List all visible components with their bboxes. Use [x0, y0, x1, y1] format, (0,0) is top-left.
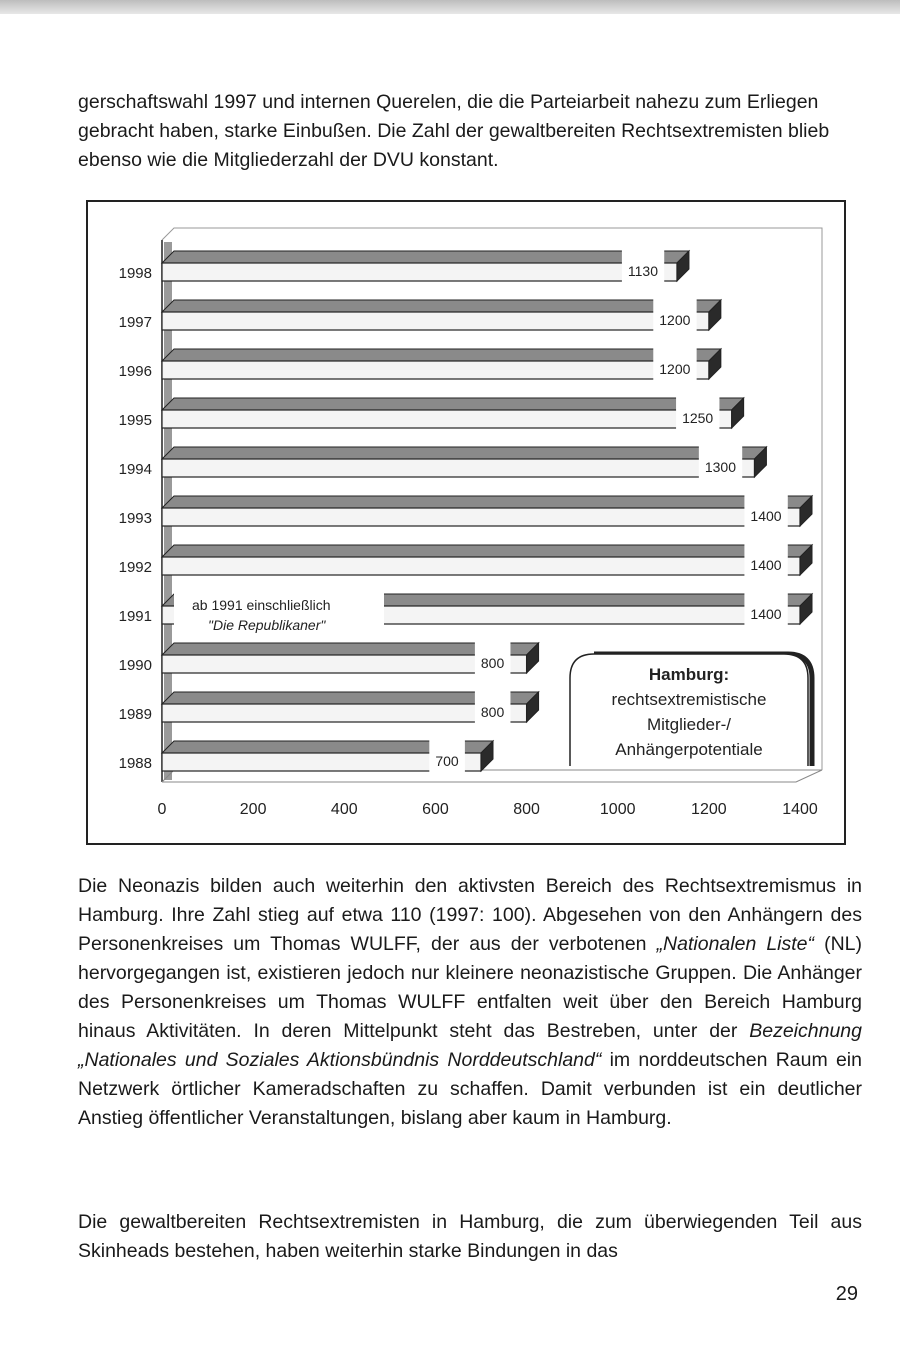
bar-1998: [162, 263, 677, 281]
chart-title-line-4: Anhängerpotentiale: [615, 740, 763, 759]
category-label-1998: 1998: [118, 265, 152, 282]
data-label-1998: 1130: [627, 263, 659, 279]
page-number: 29: [835, 1283, 858, 1305]
category-label-1994: 1994: [118, 461, 152, 478]
nationale-liste-name: „Nationalen Liste“: [656, 933, 815, 955]
bar-top-1995: [162, 398, 744, 410]
bar-top-1997: [162, 300, 721, 312]
x-tick-label-1000: 1000: [599, 801, 636, 818]
x-tick-label-600: 600: [422, 801, 449, 818]
x-tick-label-1200: 1200: [691, 801, 727, 818]
data-label-1988: 700: [435, 753, 459, 769]
chart-title-line-1: Hamburg:: [648, 665, 730, 684]
paragraph-intro: gerschaftswahl 1997 und internen Querelen, die die Parteiarbeit nahezu zum Erliegen gebracht haben, starke Einbußen. Die Zahl der gewaltbereiten Rechtsextremisten blieb ebenso wie die Mitgliederzahl der DVU konstant.: [78, 91, 830, 171]
bar-1996: [162, 361, 709, 379]
x-tick-label-200: 200: [239, 801, 267, 818]
category-label-1989: 1989: [118, 706, 152, 723]
aktionsbuendnis-name: Bezeichnung „Nationales und Soziales Aktionsbündnis Norddeutschland“: [78, 1020, 862, 1071]
x-tick-label-400: 400: [330, 801, 358, 818]
paragraph-neonazis-text-c: im norddeutschen Raum ein Netzwerk örtlicher Kameradschaften zu schaffen. Damit verbunden ist ein deutlicher Anstieg öffentlicher Veranstaltungen, bislang aber kaum in Hamburg.: [78, 1049, 862, 1129]
page-top-edge: [0, 0, 900, 14]
annotation-line-2: "Die Republikaner": [208, 617, 326, 633]
category-label-1991: 1991: [118, 608, 152, 625]
bar-1995: [162, 410, 732, 428]
x-tick-label-1400: 1400: [782, 801, 818, 818]
category-label-1993: 1993: [118, 510, 152, 527]
bar-1994: [162, 459, 754, 477]
data-label-1994: 1300: [704, 459, 737, 475]
category-label-1997: 1997: [118, 314, 152, 331]
bar-chart: [88, 202, 844, 843]
annotation-line-1: ab 1991 einschließlich: [192, 597, 331, 613]
chart-title-line-3: Mitglieder-/: [646, 715, 732, 734]
paragraph-neonazis: [78, 872, 862, 1133]
data-label-1996: 1200: [659, 361, 691, 377]
paragraph-gewaltbereite: Die gewaltbereiten Rechtsextremisten in Hamburg, die zum überwiegenden Teil aus Skinheads bestehen, haben weiterhin starke Bindungen in das: [78, 1211, 862, 1262]
chart-frame: [86, 200, 846, 845]
bar-top-1998: [162, 251, 689, 263]
bar-1990: [162, 655, 527, 673]
category-label-1988: 1988: [118, 755, 152, 772]
x-tick-label-800: 800: [513, 801, 540, 818]
category-label-1996: 1996: [118, 363, 152, 380]
chart-floor: [162, 770, 822, 782]
data-label-1993: 1400: [750, 508, 782, 524]
category-label-1995: 1995: [118, 412, 152, 429]
data-label-1992: 1400: [750, 557, 782, 573]
category-label-1990: 1990: [118, 657, 152, 674]
bar-top-1992: [162, 545, 812, 557]
category-label-1992: 1992: [118, 559, 152, 576]
bar-1997: [162, 312, 709, 330]
bar-1992: [162, 557, 800, 575]
bar-top-1994: [162, 447, 766, 459]
data-label-1989: 800: [480, 704, 505, 720]
data-label-1990: 800: [480, 655, 505, 671]
bar-top-1996: [162, 349, 721, 361]
data-label-1995: 1250: [682, 410, 714, 426]
bar-1993: [162, 508, 800, 526]
data-label-1991: 1400: [750, 606, 782, 622]
paragraph-neonazis-text-b: (NL) hervorgegangen ist, existieren jedoch nur kleinere neonazistische Gruppen. Die Anhänger des Personenkreises um Thomas WULFF entfalten weit über den Bereich Hamburg hinaus Aktivitäten. In deren Mittelpunkt steht das Bestreben, unter der: [78, 933, 862, 1042]
x-tick-label-0: 0: [157, 801, 167, 818]
bar-top-1993: [162, 496, 812, 508]
paragraph-neonazis-text-a: Die Neonazis bilden auch weiterhin den aktivsten Bereich des Rechtsextremismus in Hamburg. Ihre Zahl stieg auf etwa 110 (1997: 100). Abgesehen von den Anhängern des Personenkreises um Thomas WULFF, der aus der verbotenen: [78, 875, 862, 955]
bar-1989: [162, 704, 527, 722]
chart-title-line-2: rechtsextremistische: [611, 690, 767, 709]
data-label-1997: 1200: [659, 312, 691, 328]
